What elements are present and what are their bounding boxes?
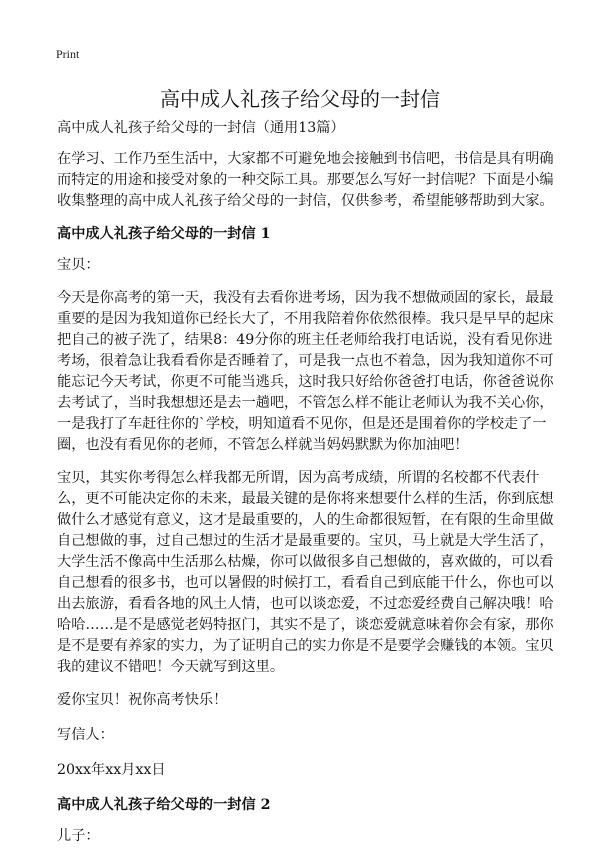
letter-date: 20xx年xx月xx日	[57, 762, 166, 778]
document-subtitle: 高中成人礼孩子给父母的一封信（通用13篇）	[57, 120, 345, 136]
page-title: 高中成人礼孩子给父母的一封信	[160, 87, 440, 111]
letter-closing: 爱你宝贝！祝你高考快乐！	[57, 692, 228, 708]
intro-paragraph: 在学习、工作乃至生活中，大家都不可避免地会接触到书信吧，书信是具有明确而特定的用途和接受对象的一种交际工具。那要怎么写好一封信呢？下面是小编收集整理的高中成人礼孩子给父母的一封信，仅供参考，希望能够帮助到大家。	[57, 151, 554, 209]
document-body	[57, 118, 557, 859]
letter-paragraph-1: 今天是你高考的第一天，我没有去看你进考场，因为我不想做顽固的家长，最最重要的是因为我知道你已经长大了，不用我陪着你依然很棒。我只是早早的起床把自己的被子洗了，结果8：49分你的班主任老师给我打电话说，没有看见你进考场，很着急让我看看你是否睡着了，可是我一点也不着急，因为我知道你不可能忘记今天考试，你更不可能当逃兵，这时我只好给你爸爸打电话，你爸爸说你去考试了，当时我想想还是去一趟吧，不管怎么样不能让老师认为我不关心你，一是我打了车赶往你的`学校，明知道看不见你，但是还是围着你的学校走了一圈，也没有看见你的老师，不管怎么样就当妈妈默默为你加油吧！	[57, 290, 554, 453]
letter-greeting-2: 儿子：	[57, 828, 100, 844]
letter-paragraph-2: 宝贝，其实你考得怎么样我都无所谓，因为高考成绩，所谓的名校都不代表什么，更不可能决定你的未来，最最关键的是你将来想要什么样的生活，你到底想做什么才感觉有意义，这才是最重要的，人的生命都很短暂，在有限的生命里做自己想做的事，过自己想过的生活才是最重要的。宝贝，马上就是大学生活了，大学生活不像高中生活那么枯燥，你可以做很多自己想做的，喜欢做的，可以看自己想看的很多书，也可以暑假的时候打工，看看自己到底能干什么，你也可以出去旅游，看看各地的风土人情，也可以谈恋爱，不过恋爱经费自己解决哦！哈哈哈……是不是感觉老妈特抠门，其实不是了，谈恋爱就意味着你会有家，那你是不是要有养家的实力，为了证明自己的实力你是不是要学会赚钱的本领。宝贝我的建议不错吧！今天就写到这里。	[57, 470, 554, 675]
print-label[interactable]: Print	[56, 47, 80, 61]
letter-signature: 写信人：	[57, 727, 114, 743]
section-heading-2: 高中成人礼孩子给父母的一封信 2	[57, 797, 271, 813]
section-heading-1: 高中成人礼孩子给父母的一封信 1	[57, 226, 271, 242]
letter-greeting: 宝贝：	[57, 257, 100, 273]
